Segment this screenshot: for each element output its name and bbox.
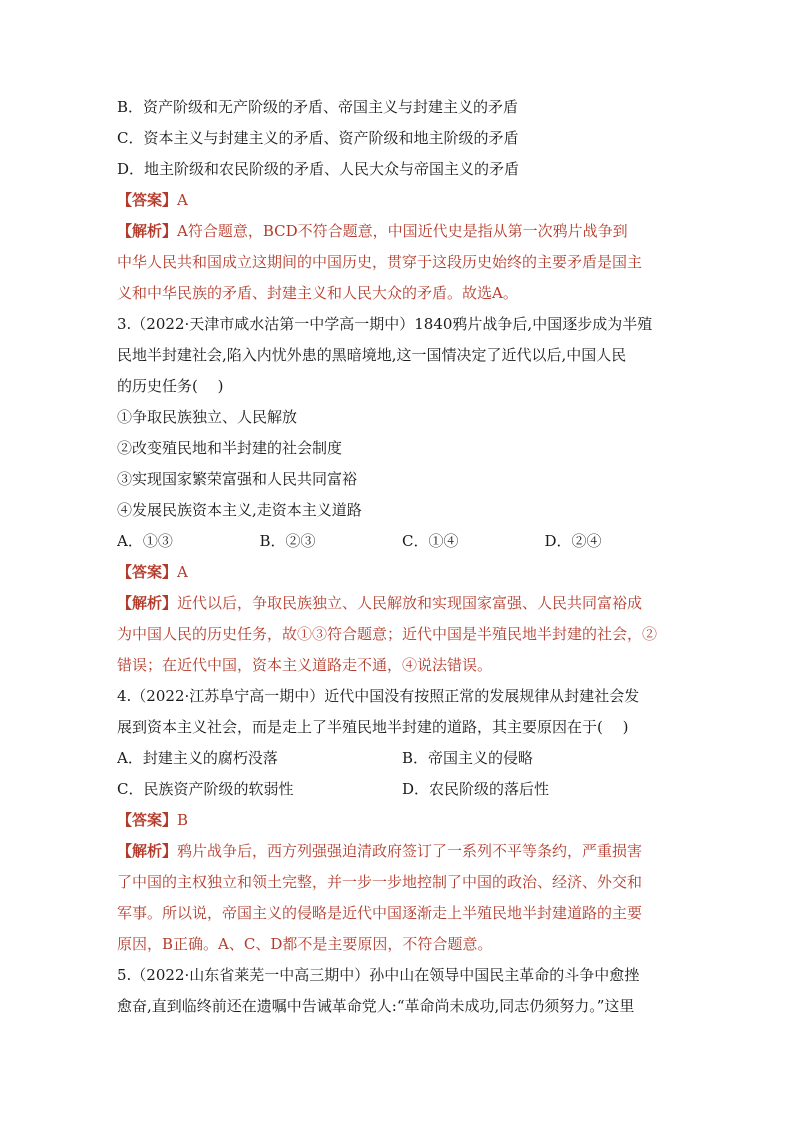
option-a: A．封建主义的腐朽没落 — [117, 749, 278, 767]
analysis-text: 义和中华民族的矛盾、封建主义和人民大众的矛盾。故选A。 — [117, 284, 518, 302]
option-b: B．②③ — [259, 532, 316, 550]
analysis-tag: 【解析】 — [117, 594, 178, 612]
question-3 — [117, 309, 687, 681]
options-row — [117, 774, 687, 805]
analysis-text: 鸦片战争后，西方列强强迫清政府签订了一系列不平等条约，严重损害 — [177, 842, 643, 860]
options-row — [117, 526, 687, 557]
analysis-tag: 【解析】 — [117, 222, 178, 240]
answer-line — [117, 557, 687, 588]
analysis-text: 近代以后，争取民族独立、人民解放和实现国家富强、人民共同富裕成 — [177, 594, 643, 612]
statement-item-3: ③实现国家繁荣富强和人民共同富裕 — [117, 470, 358, 488]
option-c: C．①④ — [402, 532, 459, 550]
option-b: B．帝国主义的侵略 — [402, 749, 534, 767]
options-row — [117, 743, 687, 774]
question-stem: 5.（2022·山东省莱芜一中高三期中）孙中山在领导中国民主革命的斗争中愈挫 — [117, 966, 640, 984]
answer-line — [117, 185, 687, 216]
analysis-text: 为中国人民的历史任务，故①③符合题意；近代中国是半殖民地半封建的社会，② — [117, 625, 658, 643]
question-stem: 的历史任务( ) — [117, 377, 224, 395]
option-c: C．民族资产阶级的软弱性 — [117, 780, 294, 798]
analysis-text: 原因，B正确。A、C、D都不是主要原因，不符合题意。 — [117, 935, 493, 953]
answer-value: A — [177, 191, 188, 209]
question-stem: 展到资本主义社会，而是走上了半殖民地半封建的道路，其主要原因在于( ) — [117, 718, 629, 736]
question-stem: 3.（2022·天津市咸水沽第一中学高一期中）1840鸦片战争后,中国逐步成为半殖 — [117, 315, 653, 333]
analysis-text: A符合题意，BCD不符合题意，中国近代史是指从第一次鸦片战争到 — [177, 222, 628, 240]
analysis-line — [117, 588, 687, 619]
option-d: D．②④ — [544, 532, 602, 550]
analysis-line — [117, 216, 687, 247]
answer-value: B — [177, 811, 189, 829]
analysis-text: 错误；在近代中国，资本主义道路走不通，④说法错误。 — [117, 656, 493, 674]
answer-tag: 【答案】 — [117, 563, 178, 581]
answer-tag: 【答案】 — [117, 811, 178, 829]
question-2-tail — [117, 92, 687, 309]
question-stem: 民地半封建社会,陷入内忧外患的黑暗境地,这一国情决定了近代以后,中国人民 — [117, 346, 627, 364]
option-a: A．①③ — [117, 532, 173, 550]
statement-item-2: ②改变殖民地和半封建的社会制度 — [117, 439, 343, 457]
document-page — [117, 92, 687, 1022]
statement-item-4: ④发展民族资本主义,走资本主义道路 — [117, 501, 362, 519]
answer-value: A — [177, 563, 188, 581]
analysis-text: 中华人民共和国成立这期间的中国历史，贯穿于这段历史始终的主要矛盾是国主 — [117, 253, 643, 271]
analysis-text: 了中国的主权独立和领土完整，并一步一步地控制了中国的政治、经济、外交和 — [117, 873, 643, 891]
question-stem: 4.（2022·江苏阜宁高一期中）近代中国没有按照正常的发展规律从封建社会发 — [117, 687, 640, 705]
question-4 — [117, 681, 687, 960]
answer-line — [117, 805, 687, 836]
analysis-text: 军事。所以说，帝国主义的侵略是近代中国逐渐走上半殖民地半封建道路的主要 — [117, 904, 643, 922]
question-stem: 愈奋,直到临终前还在遗嘱中告诫革命党人:“革命尚未成功,同志仍须努力。”这里 — [117, 997, 635, 1015]
option-d: D．地主阶级和农民阶级的矛盾、人民大众与帝国主义的矛盾 — [117, 160, 520, 178]
option-d: D．农民阶级的落后性 — [402, 780, 550, 798]
option-c: C．资本主义与封建主义的矛盾、资产阶级和地主阶级的矛盾 — [117, 129, 519, 147]
option-b: B．资产阶级和无产阶级的矛盾、帝国主义与封建主义的矛盾 — [117, 98, 519, 116]
analysis-tag: 【解析】 — [117, 842, 178, 860]
analysis-line — [117, 836, 687, 867]
answer-tag: 【答案】 — [117, 191, 178, 209]
statement-item-1: ①争取民族独立、人民解放 — [117, 408, 298, 426]
question-5 — [117, 960, 687, 1022]
